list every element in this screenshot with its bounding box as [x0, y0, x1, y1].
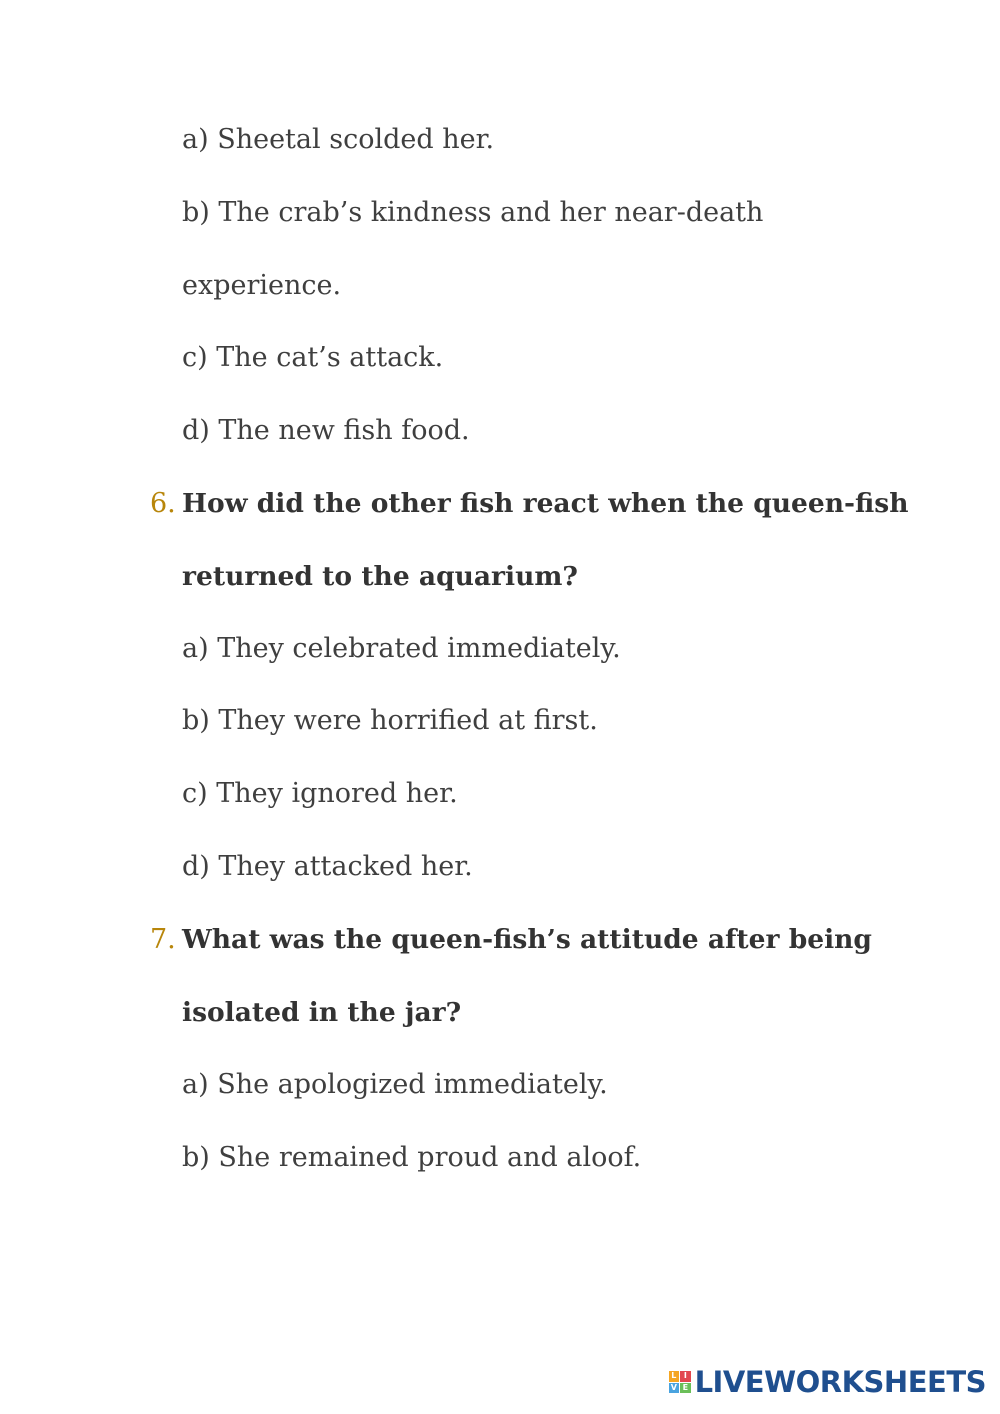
liveworksheets-logo — [669, 1362, 986, 1402]
liveworksheets-logo-icon — [669, 1371, 691, 1393]
question-number-6: 6. — [150, 488, 176, 519]
q7-option-b: b) She remained proud and aloof. — [182, 1142, 642, 1173]
question-7-text-line1: What was the queen-fish’s attitude after being — [182, 924, 872, 955]
q5-option-d: d) The new fish food. — [182, 415, 470, 446]
q5-option-b-line1: b) The crab’s kindness and her near-death — [182, 197, 764, 228]
liveworksheets-logo-text: LIVEWORKSHEETS — [694, 1365, 986, 1399]
q6-option-d: d) They attacked her. — [182, 851, 473, 882]
logo-tile-l: L — [669, 1371, 680, 1382]
q5-option-b-line2: experience. — [182, 270, 342, 301]
q5-option-a: a) Sheetal scolded her. — [182, 124, 495, 155]
q5-option-c: c) The cat’s attack. — [182, 342, 444, 373]
q7-option-a: a) She apologized immediately. — [182, 1069, 608, 1100]
logo-tile-i: I — [680, 1371, 691, 1382]
logo-tile-v: V — [669, 1383, 680, 1394]
q6-option-b: b) They were horrified at first. — [182, 705, 598, 736]
question-number-7: 7. — [150, 924, 176, 955]
question-6-text-line1: How did the other fish react when the queen-fish — [182, 488, 909, 519]
logo-tile-e: E — [680, 1383, 691, 1394]
question-6-text-line2: returned to the aquarium? — [182, 561, 578, 592]
q6-option-a: a) They celebrated immediately. — [182, 633, 621, 664]
question-7-text-line2: isolated in the jar? — [182, 997, 462, 1028]
q6-option-c: c) They ignored her. — [182, 778, 458, 809]
